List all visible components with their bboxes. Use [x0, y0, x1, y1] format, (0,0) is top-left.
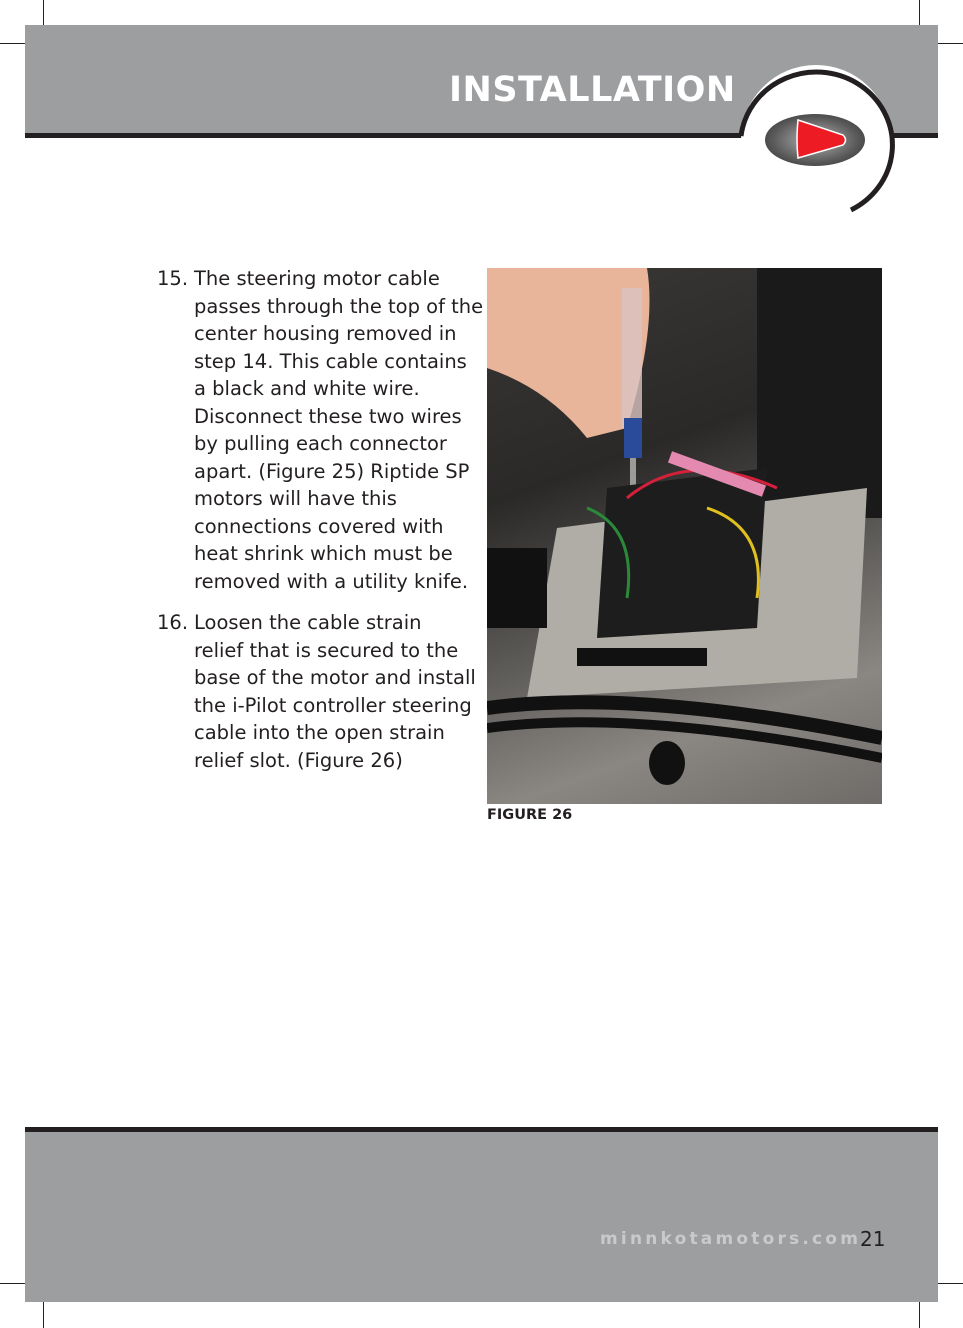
step-text-line: step 14. This cable contains [194, 349, 467, 373]
step-text-line: a black and white wire. [194, 377, 420, 400]
step-text-line: connections covered with [194, 514, 444, 538]
step-text-line: Loosen the cable strain [194, 611, 422, 634]
figure-26-photo [487, 268, 882, 804]
step-text-line: cable into the open strain [194, 721, 445, 744]
page-title: INSTALLATION [449, 70, 736, 110]
step-text-line: Disconnect these two wires [194, 404, 462, 428]
crop-mark [919, 1298, 920, 1328]
step-text-line: removed with a utility knife. [194, 569, 469, 593]
footer-band [25, 1132, 938, 1302]
step-text-line: The steering motor cable [194, 267, 440, 290]
step-text-line: relief that is secured to the [194, 638, 459, 662]
step-text-line: apart. (Figure 25) Riptide SP [194, 459, 470, 483]
step-number: 16. [157, 611, 189, 634]
list-item [157, 609, 477, 774]
crop-mark [43, 1298, 44, 1328]
instruction-list [157, 265, 484, 788]
page-number: 21 [860, 1227, 886, 1251]
step-text-line: motors will have this [194, 487, 397, 510]
figure-caption: FIGURE 26 [487, 807, 573, 823]
step-text-line: heat shrink which must be [194, 542, 453, 565]
step-text-line: by pulling each connector [194, 432, 447, 455]
step-text-line: center housing removed in [194, 322, 457, 345]
step-number: 15. [157, 267, 189, 290]
list-item [157, 265, 484, 595]
step-text-line: base of the motor and install [194, 666, 476, 689]
step-text-line: relief slot. (Figure 26) [194, 748, 403, 772]
play-arrow-icon [730, 60, 900, 220]
step-text-line: the i-Pilot controller steering [194, 693, 472, 717]
step-text-line: passes through the top of the [194, 294, 484, 318]
website-url: minnkotamotors.com [600, 1229, 862, 1249]
